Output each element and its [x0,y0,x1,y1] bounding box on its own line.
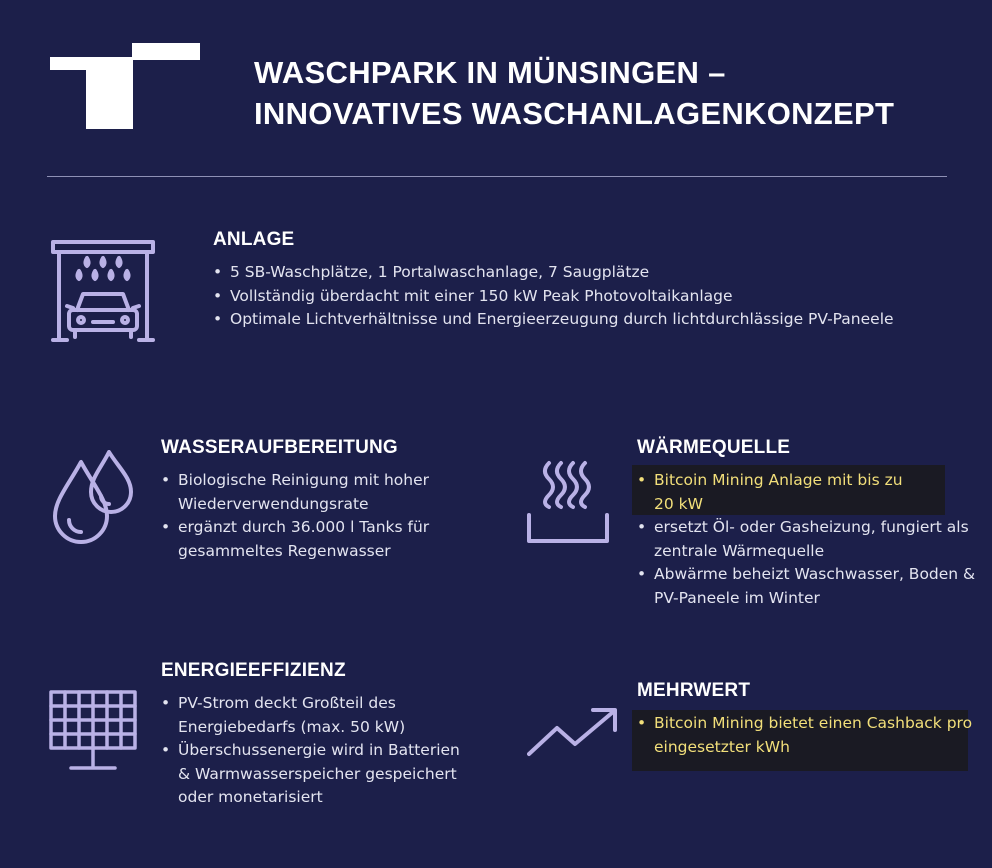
solar-panel-icon [47,690,139,774]
brand-logo [50,43,200,129]
list-item: • Optimale Lichtverhältnisse und Energieerzeugung durch lichtdurchlässige PV-Paneele [213,308,930,332]
list-item-highlighted: • Bitcoin Mining bietet einen Cashback pro eingesetzter kWh [637,712,974,759]
section-heading: WASSERAUFBEREITUNG [161,437,398,458]
car-wash-icon [51,240,155,344]
list-item-highlighted: • Bitcoin Mining Anlage mit bis zu 20 kW [637,469,924,516]
list-item: • Überschussenergie wird in Batterien & Warmwasserspeicher gespeichert oder monetarisiert [161,739,471,810]
water-drops-icon [51,450,135,546]
section-heading: ANLAGE [213,229,295,250]
section-mehrwert [637,680,982,759]
title-line-1: WASCHPARK IN MÜNSINGEN – [254,55,726,90]
section-heading: ENERGIEEFFIZIENZ [161,660,346,681]
page-title [254,52,954,134]
section-anlage [213,229,953,332]
section-heading: MEHRWERT [637,680,751,701]
list-item: • Biologische Reinigung mit hoher Wiederverwendungsrate [161,469,491,516]
section-heading: WÄRMEQUELLE [637,437,791,458]
list-item: • ersetzt Öl- oder Gasheizung, fungiert als zentrale Wärmequelle [637,516,984,563]
title-line-2: INNOVATIVES WASCHANLAGENKONZEPT [254,96,895,131]
heat-source-icon [527,459,609,545]
trend-up-icon [527,706,619,758]
section-wasseraufbereitung [161,437,506,563]
list-item: • 5 SB-Waschplätze, 1 Portalwaschanlage, 7 Saugplätze [213,261,953,285]
header-divider [47,176,947,177]
list-item: • PV-Strom deckt Großteil des Energiebedarfs (max. 50 kW) [161,692,471,739]
list-item: • Abwärme beheizt Waschwasser, Boden & PV-Paneele im Winter [637,563,984,610]
list-item: • Vollständig überdacht mit einer 150 kW Peak Photovoltaikanlage [213,285,953,309]
section-energieeffizienz [161,660,506,810]
section-waermequelle [637,437,982,610]
list-item: • ergänzt durch 36.000 l Tanks für gesammeltes Regenwasser [161,516,491,563]
